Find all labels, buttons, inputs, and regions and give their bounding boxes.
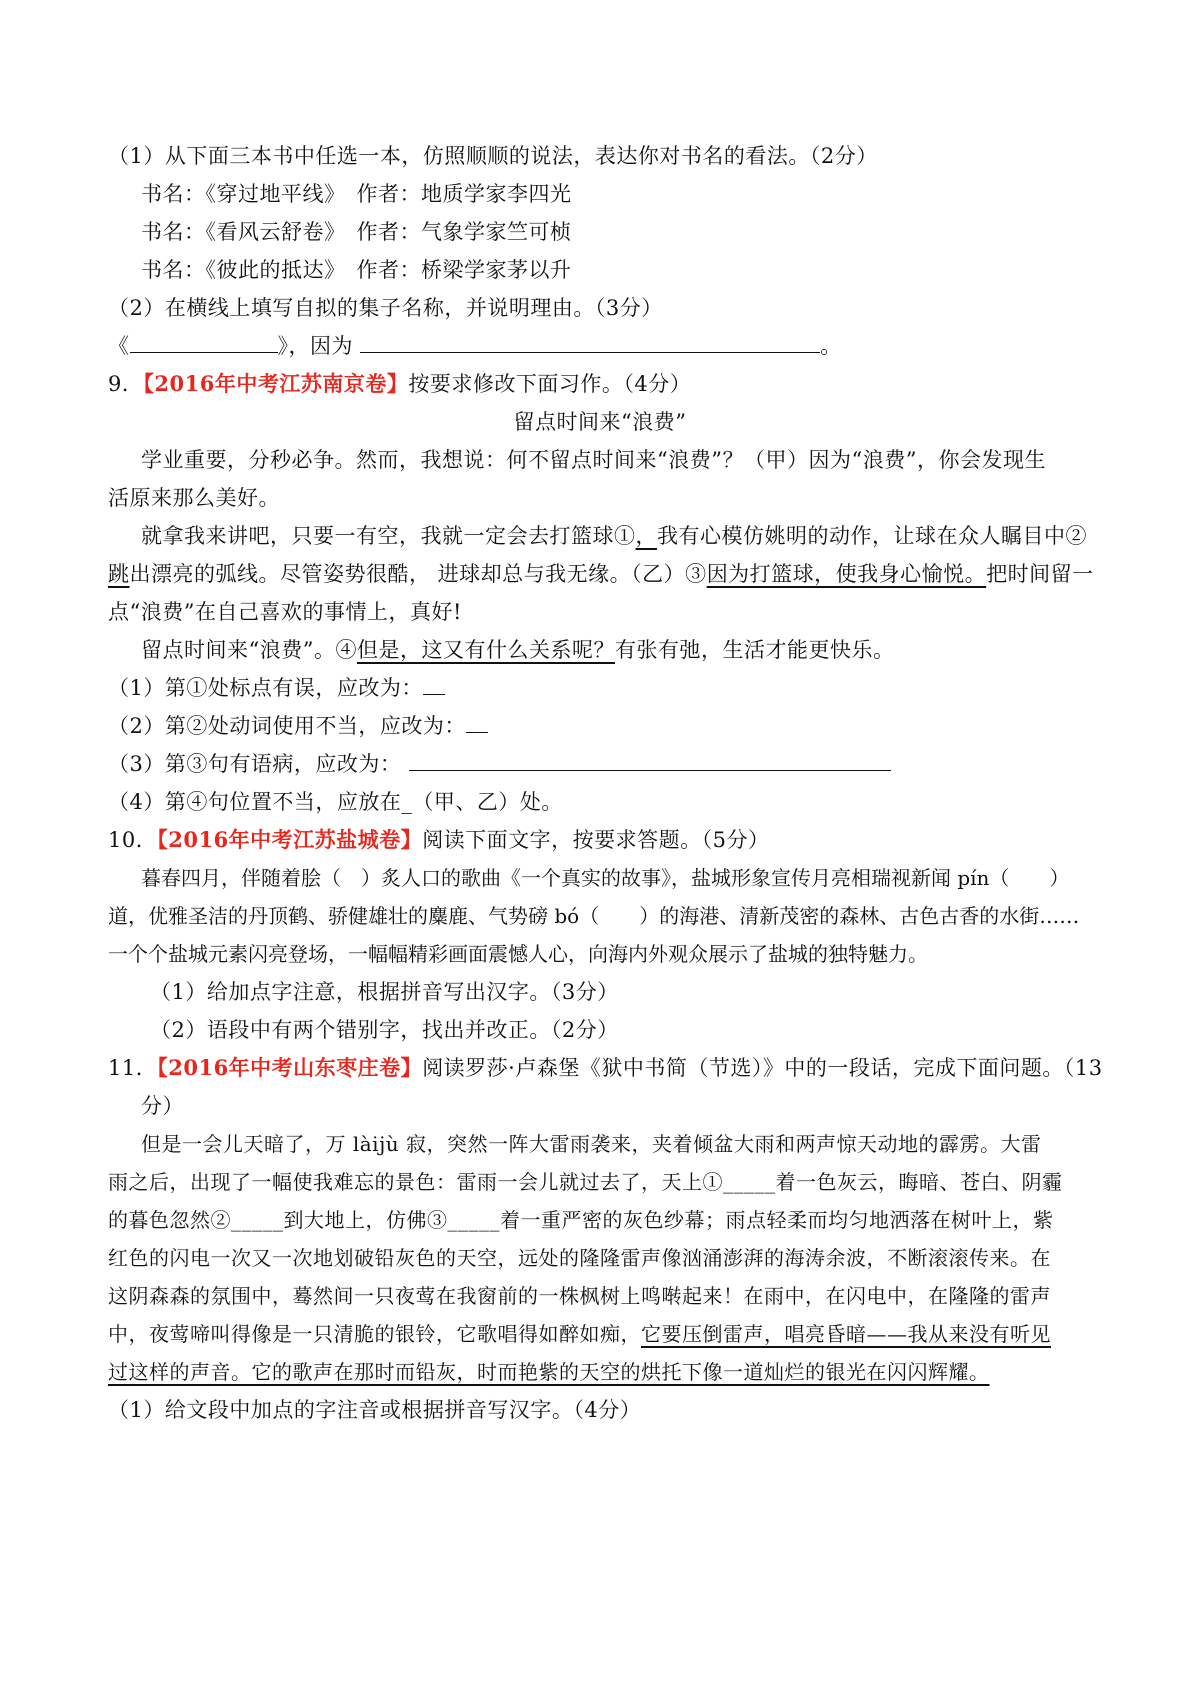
q8-fill-line [108, 326, 1200, 366]
q9-sub1-text: （1）第①处标点有误，应改为： [108, 676, 423, 700]
q9-header [108, 364, 1200, 404]
q11-prompt-cont: 分） [141, 1094, 184, 1118]
q9-mark2: 跳 [108, 562, 130, 586]
q9-blank3[interactable] [409, 744, 891, 771]
q9-prompt: 按要求修改下面习作。（4分） [408, 372, 692, 396]
q9-blank1[interactable] [423, 668, 445, 695]
q9-essay-title: 留点时间来“浪费” [513, 410, 687, 434]
q11-line7 [108, 1352, 1200, 1392]
q11-header [108, 1048, 1200, 1088]
q9-blank2[interactable] [466, 706, 488, 733]
q11-prompt: 阅读罗莎·卢森堡《狱中书简（节选）》中的一段话，完成下面问题。（13 [422, 1056, 1103, 1080]
q11-underlined-a: 它要压倒雷声，唱亮昏暗——我从来没有听见 [641, 1322, 1051, 1346]
q9-mark3: 因为打篮球，使我身心愉悦。 [706, 562, 987, 586]
q9-para2-b-text: 出漂亮的弧线。尽管姿势很酷， 进球却总与我无缘。（乙）③ [129, 562, 707, 586]
q11-source: 【2016年中考山东枣庄卷】 [157, 1055, 423, 1080]
q8-sub2: （2）在横线上填写自拟的集子名称，并说明理由。（3分） [108, 296, 663, 320]
q10-sub2: （2）语段中有两个错别字，找出并改正。（2分） [150, 1018, 619, 1042]
q11-number: 11． [108, 1056, 158, 1080]
q11-underlined-b: 过这样的声音。它的歌声在那时而铅灰，时而艳紫的天空的烘托下像一道灿烂的银光在闪闪辉耀。 [108, 1360, 990, 1384]
q10-sub1: （1）给加点字注意，根据拼音写出汉字。（3分） [150, 980, 619, 1004]
q9-number: 9． [108, 372, 144, 396]
q10-para3: 一个个盐城元素闪亮登场，一幅幅精彩画面震憾人心，向海内外观众展示了盐城的独特魅力。 [108, 942, 928, 966]
book-line-1: 书名：《穿过地平线》 作者：地质学家李四光 [141, 182, 572, 206]
title-blank[interactable] [130, 326, 278, 353]
q9-para2-a-text: 就拿我来讲吧，只要一有空，我就一定会去打篮球① [141, 524, 636, 548]
q9-para2-a [141, 516, 1200, 556]
q9-para3-text: 留点时间来“浪费”。④ [141, 638, 357, 662]
q9-mark1: ， [635, 524, 657, 548]
fill-end: 。 [820, 334, 842, 358]
book-line-3: 书名：《彼此的抵达》 作者：桥梁学家茅以升 [141, 258, 572, 282]
q9-sub3 [108, 744, 1200, 784]
q9-source: 【2016年中考江苏南京卷】 [143, 371, 409, 396]
q9-para3 [141, 630, 1200, 670]
q11-line1: 但是一会儿天暗了，万 làijù 寂，突然一阵大雷雨袭来，夹着倾盆大雨和两声惊天动地的霹雳。大雷 [141, 1132, 1042, 1156]
q11-line3: 的暮色忽然②_____到大地上，仿佛③_____着一重严密的灰色纱幕；雨点轻柔而均匀地洒落在树叶上，紫 [108, 1208, 1054, 1232]
q9-mark4: 但是，这又有什么关系呢？ [356, 638, 615, 662]
q9-para1-a: 学业重要，分秒必争。然而，我想说：何不留点时间来“浪费”？（甲）因为“浪费”，你会发现生 [141, 448, 1046, 472]
q9-sub4: （4）第④句位置不当，应放在_（甲、乙）处。 [108, 790, 563, 814]
q9-para2-b-text2: 把时间留一 [986, 562, 1094, 586]
fill-open: 《 [108, 334, 130, 358]
q9-sub3-text: （3）第③句有语病，应改为： [108, 752, 402, 776]
q9-para2-c: 点“浪费”在自己喜欢的事情上，真好! [108, 600, 462, 624]
fill-mid: 》，因为 [277, 334, 353, 358]
q9-para3-text2: 有张有弛，生活才能更快乐。 [614, 638, 895, 662]
q11-line2: 雨之后，出现了一幅使我难忘的景色：雷雨一会儿就过去了，天上①_____着一色灰云，晦暗、苍白、阴霾 [108, 1170, 1063, 1194]
q8-sub1: （1）从下面三本书中任选一本，仿照顺顺的说法，表达你对书名的看法。（2分） [108, 144, 878, 168]
q9-para1-b: 活原来那么美好。 [108, 486, 280, 510]
q9-para2-b [108, 554, 1200, 594]
q10-number: 10． [108, 828, 158, 852]
q10-para1: 暮春四月，伴随着脍（ ）炙人口的歌曲《一个真实的故事》，盐城形象宣传月亮相瑞视新闻 pín（ ） [141, 866, 1070, 890]
q11-sub1: （1）给文段中加点的字注音或根据拼音写汉字。（4分） [108, 1398, 642, 1422]
q10-prompt: 阅读下面文字，按要求答题。（5分） [422, 828, 770, 852]
q9-sub1 [108, 668, 1200, 708]
reason-blank[interactable] [360, 326, 820, 353]
q9-sub2-text: （2）第②处动词使用不当，应改为： [108, 714, 466, 738]
q11-line6-text: 中，夜莺啼叫得像是一只清脆的银铃，它歌唱得如醉如痴， [108, 1322, 641, 1346]
q9-sub2 [108, 706, 1200, 746]
q10-source: 【2016年中考江苏盐城卷】 [157, 827, 423, 852]
q10-para2: 道，优雅圣洁的丹顶鹤、骄健雄壮的麋鹿、气势磅 bó（ ）的海港、清新茂密的森林、古色古香的水街…… [108, 904, 1080, 928]
book-line-2: 书名：《看风云舒卷》 作者：气象学家竺可桢 [141, 220, 572, 244]
q9-para2-a-text2: 我有心模仿姚明的动作，让球在众人瞩目中② [657, 524, 1087, 548]
q11-line4: 红色的闪电一次又一次地划破铅灰色的天空，远处的隆隆雷声像汹涌澎湃的海涛余波，不断滚滚传来。在 [108, 1246, 1051, 1270]
q11-line5: 这阴森森的氛围中，蓦然间一只夜莺在我窗前的一株枫树上鸣啭起来！在雨中，在闪电中，在隆隆的雷声 [108, 1284, 1051, 1308]
q10-header [108, 820, 1200, 860]
q11-line6 [108, 1314, 1200, 1354]
